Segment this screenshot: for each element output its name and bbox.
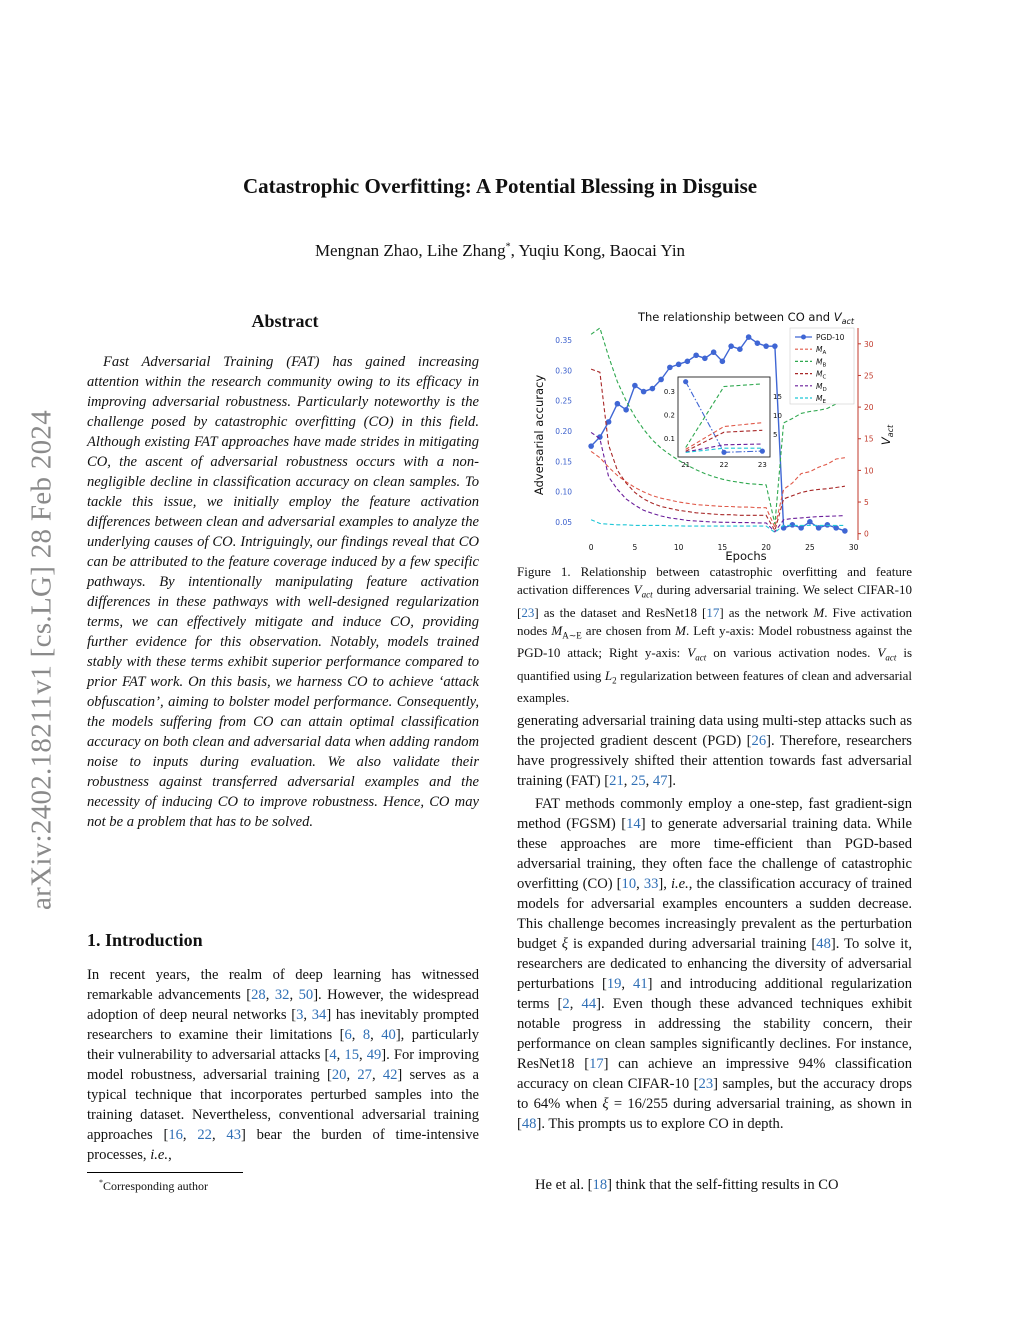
pgd10-point xyxy=(763,343,769,349)
x-tick-label: 25 xyxy=(805,543,815,552)
inset-x-tick-label: 23 xyxy=(757,461,767,469)
inset-pgd10-point xyxy=(721,450,726,455)
citation-link[interactable]: 28 xyxy=(251,987,266,1003)
citation-link[interactable]: 20 xyxy=(331,1067,347,1083)
citation-link[interactable]: 4 xyxy=(329,1047,337,1063)
figure-1-chart xyxy=(528,304,908,566)
authors-rest: , Yuqiu Kong, Baocai Yin xyxy=(510,241,686,260)
inset-y-right-tick-label: 10 xyxy=(773,412,782,421)
x-tick-label: 15 xyxy=(717,543,728,552)
citation-link[interactable]: 23 xyxy=(698,1076,714,1092)
pgd10-point xyxy=(667,365,673,371)
chart-legend xyxy=(790,328,854,405)
y-left-tick-label: 0.05 xyxy=(555,517,572,527)
pgd10-point xyxy=(772,343,778,349)
left-y-axis-label: Adversarial accuracy xyxy=(532,374,546,496)
citation-link[interactable]: 25 xyxy=(631,773,646,789)
body-paragraph-1: generating adversarial training data using multi-step attacks such as the projected gradient descent (PGD) [26]. Therefore, researchers have progressively shifted their attention towards fast adversarial training (FAT) [21, 25, 47]. xyxy=(517,713,912,789)
y-right-tick-label: 0 xyxy=(864,529,869,539)
citation-link[interactable]: 43 xyxy=(226,1127,241,1143)
citation-link[interactable]: 49 xyxy=(366,1047,382,1063)
pgd10-point xyxy=(685,359,691,365)
pgd10-point xyxy=(842,528,848,534)
footnote-rule xyxy=(87,1172,243,1173)
citation-link[interactable]: 44 xyxy=(581,996,597,1012)
citation-link[interactable]: 19 xyxy=(606,976,622,992)
pgd10-point xyxy=(807,519,813,525)
figure-caption: Figure 1. Relationship between catastrophic overfitting and feature activation differences $V_{act}$ during adversarial training. We select CIFAR-10 [23] as the dataset and ResNet18 [17] as the network M. Five activation nodes $M_{A\sim E}$ are chosen from M. Left y-axis: Model robustness against the PGD-10 attack; Right y-axis: $V_{act}$ on various activation nodes. $V_{act}$ is quantified using $L_2$ regularization between features of clean and adversarial examples. xyxy=(517,564,913,706)
citation-link[interactable]: 6 xyxy=(344,1027,352,1043)
abstract-body: Fast Adversarial Training (FAT) has gained increasing attention within the research community owing to its efficacy in improving adversarial robustness. Particularly noteworthy is the challenge posed by catastrophic overfitting (CO) in this field. Although existing FAT approaches have made strides in mitigating CO, the ascent of adversarial robustness occurs with a non-negligible decline in classification accuracy on clean samples. To tackle this issue, we initially employ the feature activation differences between clean and adversarial examples to analyze the underlying causes of CO. Intriguingly, our findings reveal that CO can be attributed to the feature coverage induced by a few specific pathways. By intentionally manipulating feature activation differences in these pathways with well-designed regularization terms, we can effectively mitigate and induce CO, providing further evidence for this observation. Notably, models trained stably with these terms exhibit superior performance compared to prior FAT work. On this basis, we harness CO to achieve ‘attack obfuscation’, aiming to bolster model performance. Consequently, the models suffering from CO can attain optimal classification accuracy on both clean and adversarial data when adding random noise to inputs during evaluation. We also validate their robustness against transferred adversarial examples and the necessity of inducing CO to improve robustness. Hence, CO may not be a problem that has to be solved. xyxy=(87,354,479,830)
legend-marker xyxy=(801,335,806,340)
x-tick-label: 0 xyxy=(588,543,594,552)
abstract-heading: Abstract xyxy=(251,311,319,331)
y-right-tick-label: 25 xyxy=(864,371,874,381)
inset-y-right-tick-label: 5 xyxy=(773,431,778,440)
inset-plot xyxy=(664,377,782,469)
pgd10-point xyxy=(650,386,656,392)
pgd10-point xyxy=(737,346,743,352)
y-right-tick-label: 20 xyxy=(864,403,874,413)
body-paragraph-3: He et al. [18] think that the self-fitting results in CO xyxy=(535,1177,839,1193)
citation-link[interactable]: 17 xyxy=(706,604,720,620)
x-tick-label: 20 xyxy=(761,543,771,552)
body-paragraph-2: FAT methods commonly employ a one-step, fast gradient-sign method (FGSM) [14] to generate adversarial training data. While these approaches are more time-efficient than PGD-based adversarial training, they often face the challenge of catastrophic overfitting (CO) [10, 33], i.e., the classification accuracy of trained models for adversarial examples encounters a sudden decrease. This challenge becomes increasingly prevalent as the perturbation budget ξ is expanded during adversarial training [48]. To solve it, researchers are dedicated to enhancing the diversity of adversarial perturbations [19, 41] and introducing additional regularization terms [2, 44]. Even though these advanced techniques exhibit notable progress in addressing the stability concern, their performance on clean samples significantly declines. For instance, ResNet18 [17] can achieve an impressive 94% classification accuracy on clean CIFAR-10 [23] samples, but the accuracy drops to 64% when ξ = 16/255 during adversarial training, as shown in [48]. This prompts us to explore CO in depth. xyxy=(517,796,913,1132)
chart-title: The relationship between CO and $V_{act}$ xyxy=(637,310,855,326)
pgd10-point xyxy=(720,359,726,365)
authors-first: Mengnan Zhao, Lihe Zhang xyxy=(314,241,506,260)
citation-link[interactable]: 47 xyxy=(652,773,668,789)
x-tick-label: 30 xyxy=(848,543,859,552)
x-axis-label: Epochs xyxy=(725,549,767,563)
right-y-axis-label: $V_{act}$ xyxy=(879,424,895,446)
series-line-m-e xyxy=(591,520,845,533)
citation-link[interactable]: 3 xyxy=(296,1007,304,1023)
pgd10-point xyxy=(711,349,717,355)
pgd10-point xyxy=(676,362,682,368)
pgd10-point xyxy=(606,419,612,425)
y-right-tick-label: 15 xyxy=(864,434,874,444)
pgd10-point xyxy=(588,443,594,449)
citation-link[interactable]: 10 xyxy=(621,876,637,892)
pgd10-point xyxy=(702,355,708,361)
citation-link[interactable]: 40 xyxy=(381,1027,396,1043)
citation-link[interactable]: 41 xyxy=(633,976,648,992)
pgd10-point xyxy=(615,401,621,407)
pgd10-point xyxy=(746,334,752,340)
paper-authors xyxy=(0,241,1000,261)
y-left-tick-label: 0.15 xyxy=(555,457,572,467)
x-tick-label: 10 xyxy=(673,543,684,552)
citation-link[interactable]: 50 xyxy=(298,987,314,1003)
citation-link[interactable]: 42 xyxy=(382,1067,398,1083)
citation-link[interactable]: 21 xyxy=(609,773,624,789)
y-left-tick-label: 0.30 xyxy=(555,366,572,376)
y-left-tick-label: 0.35 xyxy=(555,336,572,346)
y-right-tick-label: 10 xyxy=(864,466,874,476)
pgd10-point xyxy=(641,389,647,395)
inset-y-left-tick-label: 0.1 xyxy=(663,435,675,444)
pgd10-point xyxy=(728,343,734,349)
x-tick-label: 5 xyxy=(632,543,638,552)
corresponding-mark: * xyxy=(505,241,511,253)
y-left-tick-label: 0.10 xyxy=(555,487,572,497)
citation-link[interactable]: 8 xyxy=(362,1027,371,1043)
inset-pgd10-point xyxy=(760,449,765,454)
citation-link[interactable]: 33 xyxy=(643,876,659,892)
inset-pgd10-point xyxy=(683,379,688,384)
intro-paragraph: In recent years, the realm of deep learning has witnessed remarkable advancements [28, 32, 50]. However, the widespread adoption of deep neural networks [3, 34] has inevitably prompted researchers to examine their limitations [6, 8, 40], particularly their vulnerability to adversarial attacks [4, 15, 49]. For improving model robustness, adversarial training [20, 27, 42] serves as a typical technique that incorporates perturbed samples into the training dataset. Nevertheless, conventional adversarial training approaches [16, 22, 43] bear the burden of time-intensive processes, i.e., xyxy=(87,967,480,1163)
inset-y-left-tick-label: 0.2 xyxy=(663,411,675,420)
pgd10-point xyxy=(623,407,629,413)
citation-link[interactable]: 17 xyxy=(589,1056,604,1072)
inset-y-right-tick-label: 15 xyxy=(773,393,782,402)
legend-label: $M_B$ xyxy=(816,357,827,369)
inset-frame xyxy=(678,377,770,457)
legend-label: $M_E$ xyxy=(816,394,826,405)
citation-link[interactable]: 27 xyxy=(357,1067,372,1083)
citation-link[interactable]: 48 xyxy=(816,936,831,952)
series-line-m-a xyxy=(591,451,845,527)
citation-link[interactable]: 23 xyxy=(521,604,535,620)
citation-link[interactable]: 18 xyxy=(592,1177,608,1193)
pgd10-point xyxy=(658,377,664,383)
inset-x-tick-label: 21 xyxy=(681,461,691,469)
citation-link[interactable]: 15 xyxy=(344,1047,359,1063)
inset-x-tick-label: 22 xyxy=(719,461,729,469)
pgd10-point xyxy=(632,383,638,389)
legend-label: $M_A$ xyxy=(816,345,827,357)
citation-link[interactable]: 22 xyxy=(197,1127,212,1143)
y-right-tick-label: 30 xyxy=(864,339,874,349)
paper-title: Catastrophic Overfitting: A Potential Blessing in Disguise xyxy=(242,174,758,198)
y-left-tick-label: 0.20 xyxy=(555,426,572,436)
citation-link[interactable]: 26 xyxy=(751,733,767,749)
citation-link[interactable]: 34 xyxy=(311,1007,327,1023)
citation-link[interactable]: 48 xyxy=(521,1116,537,1132)
y-left-tick-label: 0.25 xyxy=(555,396,572,406)
pgd10-point xyxy=(755,340,761,346)
citation-link[interactable]: 32 xyxy=(274,987,290,1003)
y-right-tick-label: 5 xyxy=(864,498,869,508)
arxiv-sidebar-stamp xyxy=(22,360,62,960)
inset-y-left-tick-label: 0.3 xyxy=(663,388,675,397)
pgd10-point xyxy=(693,352,699,358)
legend-label: PGD-10 xyxy=(816,333,845,342)
arxiv-id: arXiv:2402.18211v1 [cs.LG] 28 Feb 2024 xyxy=(25,409,58,911)
intro-heading: 1. Introduction xyxy=(87,930,203,950)
citation-link[interactable]: 14 xyxy=(626,816,641,832)
legend-label: $M_C$ xyxy=(816,369,827,381)
footnote: *Corresponding author xyxy=(99,1178,208,1193)
citation-link[interactable]: 16 xyxy=(168,1127,183,1143)
citation-link[interactable]: 2 xyxy=(562,996,570,1012)
legend-label: $M_D$ xyxy=(816,381,827,393)
